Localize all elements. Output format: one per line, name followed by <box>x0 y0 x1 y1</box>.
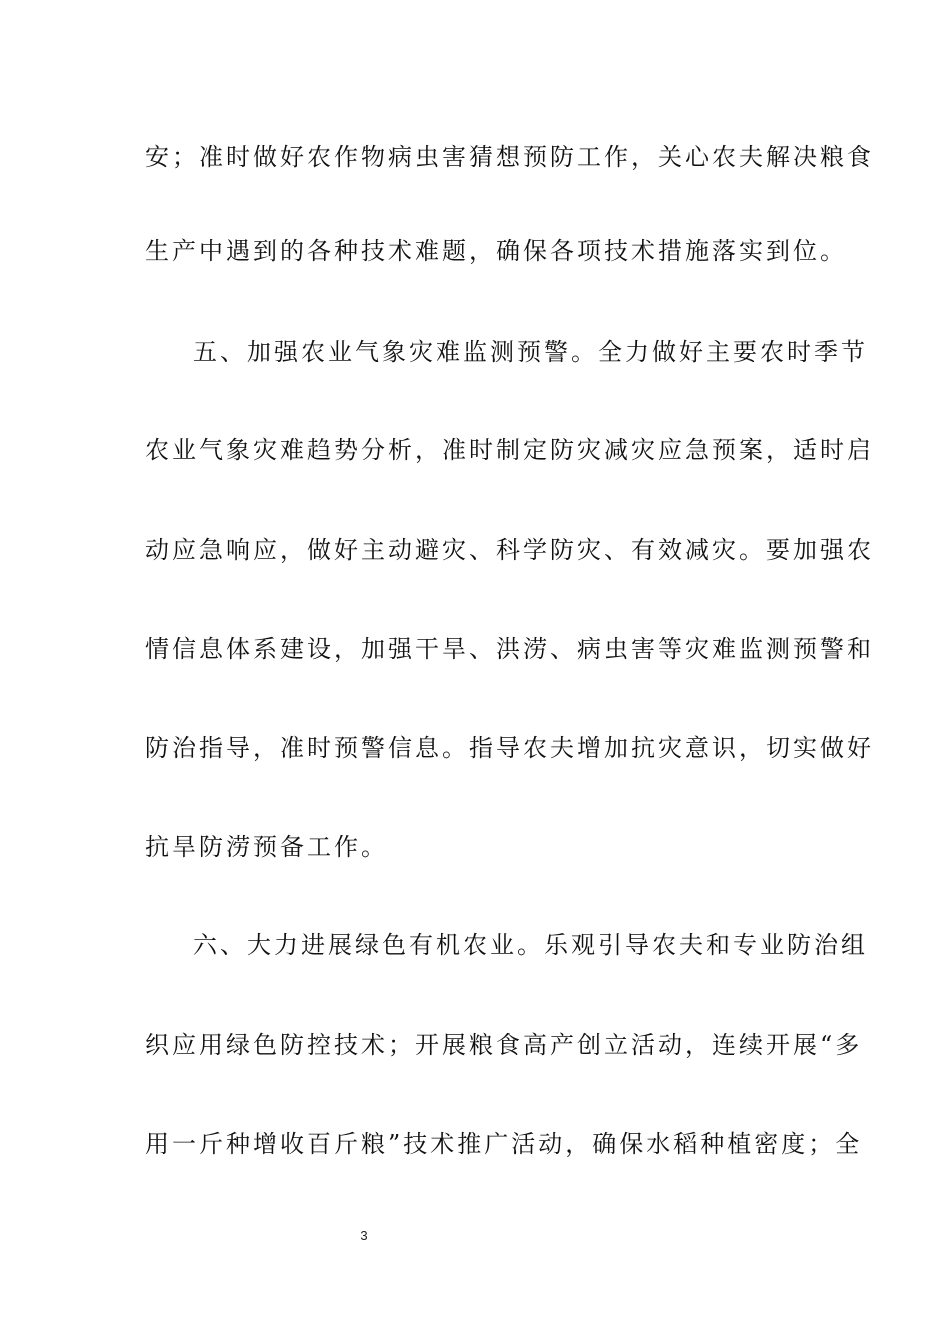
text-line-5: 动应急响应，做好主动避灾、科学防灾、有效减灾。要加强农 <box>145 536 874 564</box>
page-number: 3 <box>360 1228 368 1243</box>
section-six-heading-line: 六、大力进展绿色有机农业。乐观引导农夫和专业防治组 <box>193 931 868 959</box>
text-line-2: 生产中遇到的各种技术难题，确保各项技术措施落实到位。 <box>145 237 847 265</box>
text-line-8: 抗旱防涝预备工作。 <box>145 833 388 861</box>
section-five-heading-line: 五、加强农业气象灾难监测预警。全力做好主要农时季节 <box>193 338 868 366</box>
text-line-11: 用一斤种增收百斤粮”技术推广活动，确保水稻种植密度；全 <box>145 1130 863 1158</box>
text-line-1: 安；准时做好农作物病虫害猜想预防工作，关心农夫解决粮食 <box>145 143 874 171</box>
text-line-4: 农业气象灾难趋势分析，准时制定防灾减灾应急预案，适时启 <box>145 436 874 464</box>
text-line-10: 织应用绿色防控技术；开展粮食高产创立活动，连续开展“多 <box>145 1031 863 1059</box>
text-line-7: 防治指导，准时预警信息。指导农夫增加抗灾意识，切实做好 <box>145 734 874 762</box>
text-line-6: 情信息体系建设，加强干旱、洪涝、病虫害等灾难监测预警和 <box>145 635 874 663</box>
